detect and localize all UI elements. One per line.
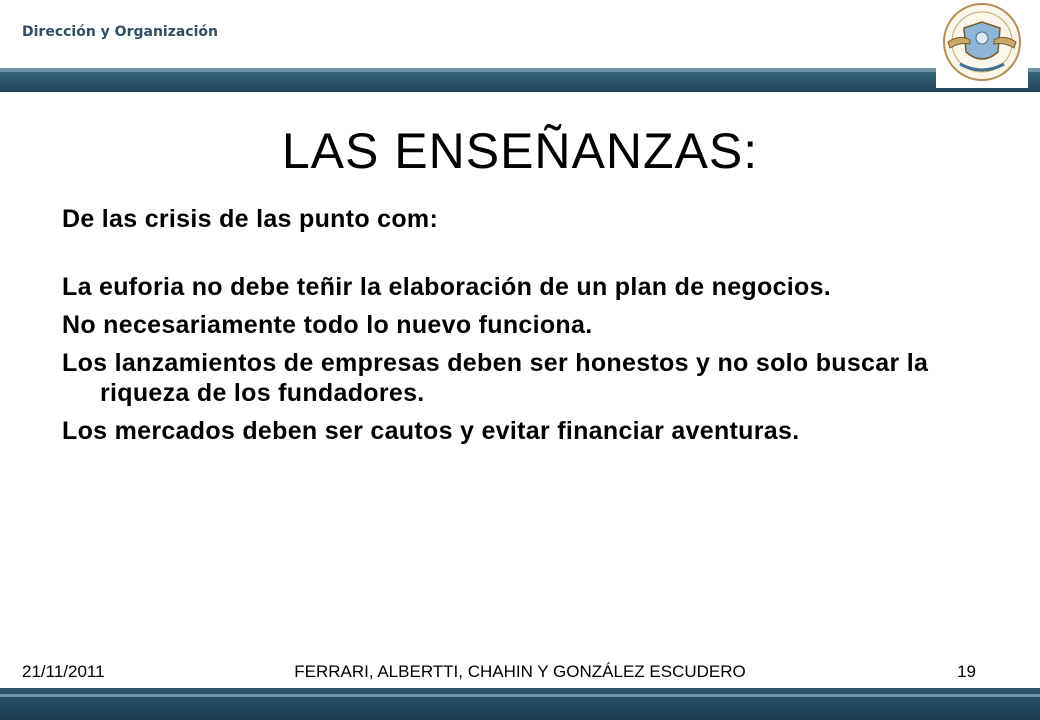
point-1: La euforia no debe teñir la elaboración de un plan de negocios. bbox=[62, 273, 832, 301]
slide-title: LAS ENSEÑANZAS: bbox=[281, 123, 759, 179]
footer-authors: FERRARI, ALBERTTI, CHAHIN Y GONZÁLEZ ESCUDERO bbox=[294, 662, 746, 681]
bottom-band-accent bbox=[0, 694, 1040, 697]
slide-body bbox=[62, 204, 962, 454]
point-4: Los mercados deben ser cautos y evitar financiar aventuras. bbox=[62, 417, 800, 445]
bottom-band bbox=[0, 688, 1040, 720]
slide-subtitle: De las crisis de las punto com: bbox=[62, 205, 439, 233]
point-2: No necesariamente todo lo nuevo funciona. bbox=[62, 311, 593, 339]
top-band-accent bbox=[0, 68, 1040, 72]
footer-date: 21/11/2011 bbox=[22, 662, 105, 681]
institution-crest-icon bbox=[936, 2, 1028, 88]
top-band bbox=[0, 68, 1040, 92]
point-3: Los lanzamientos de empresas deben ser honestos y no solo buscar la riqueza de los fundadores. bbox=[62, 349, 929, 407]
header-label: Dirección y Organización bbox=[22, 24, 218, 40]
footer-page-number: 19 bbox=[957, 662, 976, 681]
